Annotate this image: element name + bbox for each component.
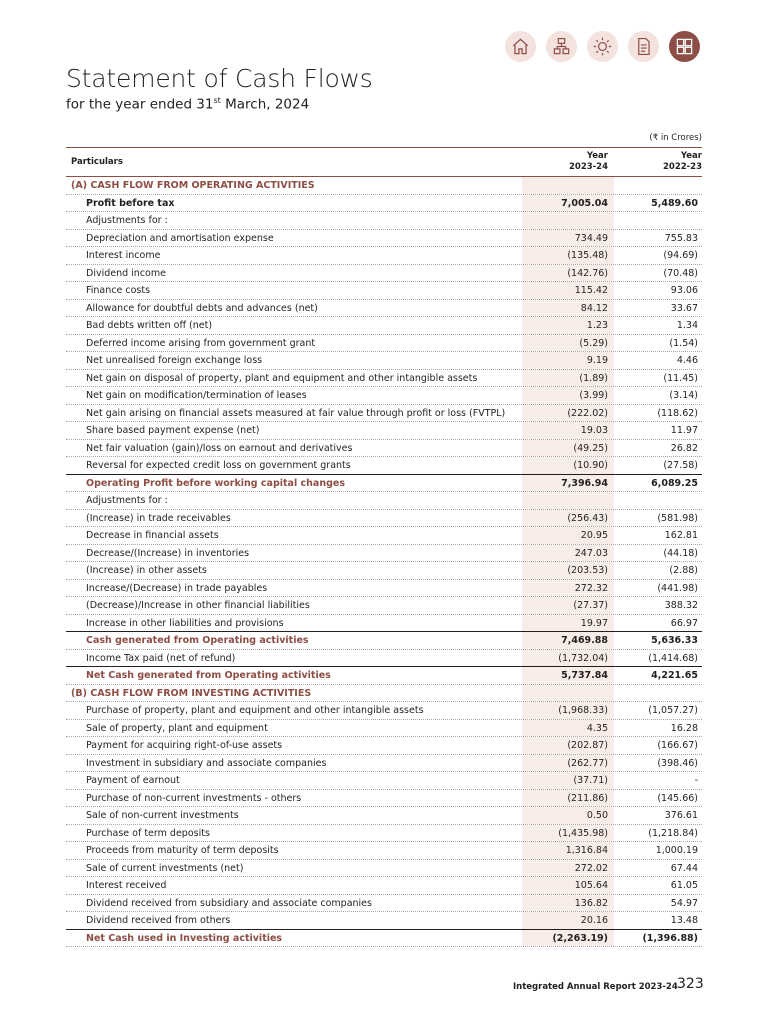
table-row: [66, 632, 702, 650]
row-label: Payment of earnout: [86, 775, 180, 786]
row-label: Purchase of term deposits: [86, 827, 210, 839]
table-row: [66, 387, 702, 405]
header-col1-line1: Year: [586, 151, 608, 161]
statutory-reports-button[interactable]: [628, 31, 659, 62]
value-2023-24: (1.89): [522, 370, 614, 387]
table-body: [66, 177, 702, 947]
value-2023-24: [522, 685, 614, 702]
table-row: [66, 370, 702, 388]
table-row: [66, 842, 702, 860]
header-year-2022-23: [616, 151, 702, 173]
value-2022-23: (1,218.84): [648, 827, 698, 839]
value-2022-23: 388.32: [664, 600, 698, 611]
value-2023-24: 5,737.84: [522, 667, 614, 684]
value-2022-23: (94.69): [663, 250, 698, 261]
row-label: Net gain arising on financial assets measured at fair value through profit or loss (FVTPL): [86, 407, 506, 419]
table-row: [66, 755, 702, 773]
value-2022-23: 5,489.60: [651, 197, 698, 209]
row-label: Sale of non-current investments: [86, 810, 239, 821]
table-row: [66, 352, 702, 370]
value-2022-23: 66.97: [670, 617, 698, 629]
value-2022-23: [614, 177, 702, 194]
row-label: Decrease/(Increase) in inventories: [86, 547, 250, 559]
value-2022-23: (11.45): [663, 372, 698, 384]
value-2022-23: (145.66): [657, 792, 698, 804]
value-2023-24: (1,968.33): [522, 702, 614, 719]
table-row: [66, 492, 702, 510]
value-2023-24: 115.42: [522, 282, 614, 299]
value-2022-23: (1,057.27): [648, 705, 698, 716]
header-year-2023-24: [522, 151, 608, 173]
row-label: (A) CASH FLOW FROM OPERATING ACTIVITIES: [71, 180, 315, 191]
value-2023-24: (37.71): [522, 772, 614, 789]
home-icon: [511, 37, 530, 56]
value-2022-23: 755.83: [664, 232, 698, 244]
row-label: Sale of property, plant and equipment: [86, 722, 268, 734]
value-2022-23: 376.61: [664, 810, 698, 821]
table-header: [66, 147, 702, 177]
value-2023-24: 272.02: [522, 860, 614, 877]
value-2022-23: 67.44: [670, 862, 698, 874]
row-label: Net gain on disposal of property, plant and equipment and other intangible assets: [86, 372, 478, 384]
value-2023-24: (3.99): [522, 387, 614, 404]
value-2023-24: 19.03: [522, 422, 614, 439]
value-2023-24: (222.02): [522, 405, 614, 422]
row-label: Bad debts written off (net): [86, 320, 213, 331]
value-2023-24: (10.90): [522, 457, 614, 474]
row-label: Finance costs: [86, 285, 151, 296]
table-row: [66, 790, 702, 808]
table-row: [66, 702, 702, 720]
table-row: [66, 317, 702, 335]
row-label: Payment for acquiring right-of-use assets: [86, 740, 283, 751]
table-row: [66, 545, 702, 563]
value-2023-24: (142.76): [522, 265, 614, 282]
value-2022-23: 4.46: [676, 355, 698, 366]
value-2023-24: 7,005.04: [522, 195, 614, 212]
row-label: Net fair valuation (gain)/loss on earnout and derivatives: [86, 442, 353, 454]
value-2023-24: 7,396.94: [522, 475, 614, 492]
row-label: Net gain on modification/termination of leases: [86, 390, 307, 401]
financial-statements-button[interactable]: [669, 31, 700, 62]
cash-flow-table: [66, 147, 702, 947]
row-label: Deferred income arising from government grant: [86, 337, 316, 349]
row-label: (Increase) in trade receivables: [86, 512, 231, 524]
table-row: [66, 807, 702, 825]
subtitle-suffix: March, 2024: [220, 96, 310, 113]
value-2023-24: 1.23: [522, 317, 614, 334]
value-2023-24: 4.35: [522, 720, 614, 737]
value-2022-23: 11.97: [670, 425, 698, 436]
row-label: Dividend income: [86, 267, 166, 279]
table-row: [66, 457, 702, 475]
table-row: [66, 720, 702, 738]
value-2023-24: (135.48): [522, 247, 614, 264]
table-row: [66, 212, 702, 230]
table-row: [66, 930, 702, 948]
table-row: [66, 195, 702, 213]
org-chart-icon: [552, 37, 571, 56]
value-2023-24: 247.03: [522, 545, 614, 562]
value-2022-23: (581.98): [657, 512, 698, 524]
table-row: [66, 650, 702, 668]
table-row: [66, 825, 702, 843]
value-2023-24: (202.87): [522, 737, 614, 754]
value-2023-24: 7,469.88: [522, 632, 614, 649]
value-2022-23: (441.98): [657, 582, 698, 594]
value-2023-24: 84.12: [522, 300, 614, 317]
value-2022-23: 1,000.19: [655, 845, 698, 856]
value-2022-23: -: [694, 775, 698, 786]
table-row: [66, 422, 702, 440]
value-2022-23: 33.67: [670, 302, 698, 314]
row-label: Adjustments for :: [86, 495, 168, 506]
value-2022-23: 13.48: [670, 915, 698, 926]
table-row: [66, 737, 702, 755]
top-navigation: [505, 31, 700, 62]
value-2023-24: 105.64: [522, 877, 614, 894]
table-row: [66, 772, 702, 790]
table-row: [66, 247, 702, 265]
value-2023-24: [522, 212, 614, 229]
table-row: [66, 335, 702, 353]
value-2022-23: 1.34: [676, 320, 698, 331]
row-label: Allowance for doubtful debts and advances (net): [86, 302, 318, 314]
value-2023-24: 136.82: [522, 895, 614, 912]
row-label: Net Cash used in Investing activities: [86, 932, 283, 944]
value-2022-23: 54.97: [670, 897, 698, 909]
table-row: [66, 440, 702, 458]
table-row: [66, 667, 702, 685]
value-2023-24: (2,263.19): [522, 930, 614, 947]
value-2023-24: (256.43): [522, 510, 614, 527]
value-2022-23: (1,414.68): [648, 652, 698, 664]
row-label: Profit before tax: [86, 197, 175, 209]
value-2023-24: (211.86): [522, 790, 614, 807]
row-label: Increase in other liabilities and provisions: [86, 617, 284, 629]
row-label: Purchase of non-current investments - others: [86, 792, 302, 804]
table-row: [66, 912, 702, 930]
corporate-overview-button[interactable]: [546, 31, 577, 62]
header-col2-line1: Year: [680, 151, 702, 161]
row-label: (B) CASH FLOW FROM INVESTING ACTIVITIES: [71, 687, 312, 699]
value-2023-24: (1,435.98): [522, 825, 614, 842]
sustainability-button[interactable]: [587, 31, 618, 62]
row-label: Income Tax paid (net of refund): [86, 652, 236, 664]
value-2022-23: (27.58): [663, 460, 698, 471]
row-label: Interest received: [86, 880, 167, 891]
row-label: Net Cash generated from Operating activities: [86, 670, 331, 681]
value-2022-23: 61.05: [670, 880, 698, 891]
value-2022-23: 93.06: [670, 285, 698, 296]
header-col2-line2: 2022-23: [662, 162, 702, 172]
row-label: Interest income: [86, 250, 161, 261]
row-label: Sale of current investments (net): [86, 862, 244, 874]
subtitle-superscript: st: [213, 96, 221, 105]
page-number: 323: [677, 976, 704, 992]
value-2023-24: 734.49: [522, 230, 614, 247]
row-label: Purchase of property, plant and equipment and other intangible assets: [86, 705, 424, 716]
report-name: Integrated Annual Report 2023-24: [513, 982, 678, 992]
value-2022-23: 16.28: [670, 722, 698, 734]
value-2022-23: (1,396.88): [642, 932, 698, 944]
table-row: [66, 265, 702, 283]
value-2023-24: (5.29): [522, 335, 614, 352]
table-row: [66, 580, 702, 598]
value-2023-24: 20.95: [522, 527, 614, 544]
value-2022-23: 6,089.25: [651, 477, 698, 489]
value-2022-23: 26.82: [670, 442, 698, 454]
table-row: [66, 300, 702, 318]
table-row: [66, 877, 702, 895]
table-row: [66, 282, 702, 300]
value-2023-24: 1,316.84: [522, 842, 614, 859]
grid-icon: [675, 37, 694, 56]
value-2023-24: [522, 177, 614, 194]
table-row: [66, 562, 702, 580]
row-label: Dividend received from subsidiary and associate companies: [86, 897, 372, 909]
value-2022-23: (1.54): [669, 337, 698, 349]
value-2023-24: (27.37): [522, 597, 614, 614]
value-2023-24: (203.53): [522, 562, 614, 579]
value-2023-24: [522, 492, 614, 509]
value-2022-23: 4,221.65: [651, 670, 698, 681]
value-2022-23: 162.81: [664, 530, 698, 541]
value-2022-23: (70.48): [663, 267, 698, 279]
value-2022-23: (118.62): [657, 407, 698, 419]
row-label: Investment in subsidiary and associate companies: [86, 757, 327, 769]
header-col1-line2: 2023-24: [568, 162, 608, 172]
currency-unit: (₹ in Crores): [649, 133, 702, 143]
subtitle-prefix: for the year ended 31: [66, 96, 214, 113]
table-row: [66, 475, 702, 493]
value-2022-23: (166.67): [657, 740, 698, 751]
table-row: [66, 510, 702, 528]
row-label: Depreciation and amortisation expense: [86, 232, 274, 244]
row-label: Cash generated from Operating activities: [86, 635, 309, 646]
value-2022-23: [614, 685, 702, 702]
sun-icon: [593, 37, 612, 56]
value-2023-24: 0.50: [522, 807, 614, 824]
value-2022-23: (2.88): [669, 565, 698, 576]
value-2023-24: (262.77): [522, 755, 614, 772]
value-2022-23: [614, 492, 702, 509]
table-row: [66, 895, 702, 913]
value-2023-24: 9.19: [522, 352, 614, 369]
section-heading-row: [66, 685, 702, 703]
home-button[interactable]: [505, 31, 536, 62]
value-2023-24: 272.32: [522, 580, 614, 597]
value-2022-23: (398.46): [657, 757, 698, 769]
table-row: [66, 527, 702, 545]
row-label: Proceeds from maturity of term deposits: [86, 845, 279, 856]
row-label: Net unrealised foreign exchange loss: [86, 355, 263, 366]
table-row: [66, 405, 702, 423]
table-row: [66, 230, 702, 248]
table-row: [66, 615, 702, 633]
value-2022-23: (44.18): [663, 547, 698, 559]
document-icon: [634, 37, 653, 56]
table-row: [66, 597, 702, 615]
row-label: Decrease in financial assets: [86, 530, 219, 541]
value-2023-24: 19.97: [522, 615, 614, 632]
row-label: (Decrease)/Increase in other financial liabilities: [86, 600, 310, 611]
value-2023-24: (49.25): [522, 440, 614, 457]
row-label: Share based payment expense (net): [86, 425, 260, 436]
value-2022-23: [614, 212, 702, 229]
page-subtitle: [66, 96, 309, 113]
value-2022-23: (3.14): [669, 390, 698, 401]
table-row: [66, 860, 702, 878]
value-2023-24: 20.16: [522, 912, 614, 929]
value-2022-23: 5,636.33: [651, 635, 698, 646]
row-label: Reversal for expected credit loss on government grants: [86, 460, 351, 471]
row-label: Increase/(Decrease) in trade payables: [86, 582, 268, 594]
header-particulars: Particulars: [71, 157, 123, 167]
row-label: (Increase) in other assets: [86, 565, 207, 576]
value-2023-24: (1,732.04): [522, 650, 614, 667]
row-label: Operating Profit before working capital changes: [86, 477, 346, 489]
row-label: Adjustments for :: [86, 215, 168, 226]
row-label: Dividend received from others: [86, 915, 231, 926]
section-heading-row: [66, 177, 702, 195]
page-title: Statement of Cash Flows: [66, 64, 373, 93]
